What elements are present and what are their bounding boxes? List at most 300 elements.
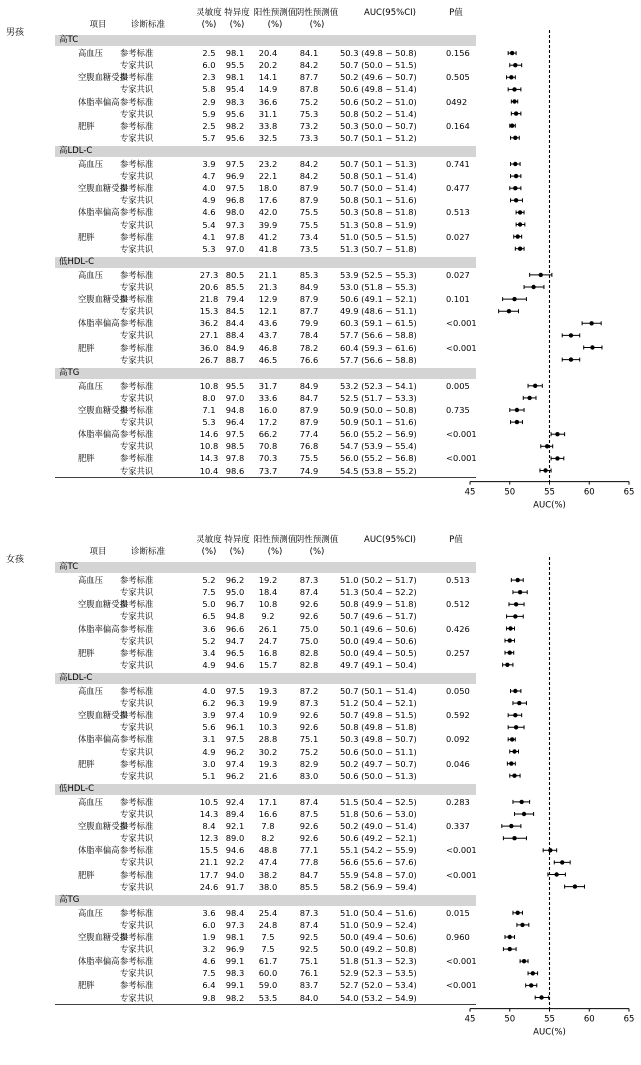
condition-label: 肥胖 [78, 231, 95, 242]
spec-value: 97.0 [225, 243, 245, 254]
ppv-value: 39.9 [258, 219, 278, 230]
spec-value: 95.6 [225, 132, 245, 143]
npv-value: 84.1 [299, 48, 319, 59]
p-value: 0.960 [446, 932, 470, 942]
standard-label: 专家共识 [120, 282, 154, 292]
spec-value: 94.6 [225, 845, 245, 856]
standard-label: 专家共识 [120, 833, 154, 844]
npv-value: 75.1 [299, 734, 319, 745]
condition-label: 体脂率偏高 [78, 623, 120, 634]
condition-label: 体脂率偏高 [78, 96, 120, 107]
sens-value: 21.8 [199, 294, 219, 305]
npv-value: 78.4 [299, 330, 319, 341]
npv-value: 82.9 [299, 758, 319, 769]
auc-value: 50.8 (50.1 ~ 51.6) [340, 195, 417, 206]
auc-point [539, 995, 543, 999]
npv-value: 79.9 [299, 318, 319, 329]
sens-value: 5.3 [202, 243, 216, 254]
ppv-value: 46.5 [258, 354, 278, 365]
ppv-value: 30.2 [258, 746, 278, 757]
sens-value: 15.5 [199, 845, 219, 856]
condition-label: 空腹血糖受损 [78, 405, 128, 415]
group-header-row [55, 368, 476, 379]
p-value: 0.092 [446, 734, 470, 745]
spec-value: 97.0 [225, 392, 245, 403]
p-value: 0.426 [446, 623, 470, 634]
ppv-value: 23.2 [258, 159, 278, 169]
auc-point [539, 273, 543, 277]
auc-point [555, 432, 559, 436]
standard-label: 参考标准 [120, 956, 154, 967]
condition-label: 肥胖 [78, 758, 95, 769]
ppv-value: 61.7 [258, 956, 278, 967]
condition-label: 空腹血糖受损 [78, 599, 128, 610]
ppv-value: 38.0 [258, 881, 278, 892]
spec-value: 97.5 [225, 159, 245, 169]
sens-value: 12.3 [199, 833, 219, 844]
x-tick-label: 65 [623, 1014, 635, 1025]
npv-value: 75.2 [299, 96, 319, 107]
npv-value: 87.5 [299, 809, 319, 819]
ppv-value: 66.2 [258, 429, 278, 440]
npv-value: 73.3 [299, 132, 319, 143]
girls-forest-panel [0, 527, 641, 1065]
condition-label: 体脂率偏高 [78, 207, 120, 218]
standard-label: 参考标准 [120, 120, 154, 131]
auc-value: 57.7 (56.6 ~ 58.8) [340, 330, 417, 341]
sens-value: 3.1 [202, 734, 216, 745]
auc-value: 50.6 (50.0 ~ 51.3) [340, 770, 417, 781]
condition-label: 肥胖 [78, 453, 95, 464]
sens-value: 9.8 [202, 992, 216, 1003]
condition-label: 空腹血糖受损 [78, 183, 128, 194]
spec-value: 98.1 [225, 48, 245, 59]
spec-value: 98.0 [225, 207, 245, 218]
auc-point [512, 99, 516, 103]
sens-value: 5.3 [202, 417, 216, 428]
p-value: 0.513 [446, 575, 470, 586]
sens-value: 5.8 [202, 84, 216, 95]
auc-value: 56.0 (55.2 ~ 56.9) [340, 429, 417, 440]
ppv-value: 21.3 [258, 282, 278, 292]
sens-value: 2.3 [202, 72, 216, 83]
p-value: 0.512 [446, 599, 470, 610]
npv-value: 92.5 [299, 932, 319, 942]
auc-value: 51.0 (50.9 ~ 52.4) [340, 919, 417, 930]
spec-value: 94.7 [225, 635, 245, 646]
header-specificity: 特异度 [224, 535, 250, 545]
spec-value: 95.0 [225, 587, 245, 598]
auc-point [508, 947, 512, 951]
spec-value: 91.7 [225, 881, 245, 892]
npv-value: 87.3 [299, 698, 319, 709]
auc-value: 50.2 (49.6 ~ 50.7) [340, 72, 417, 83]
header-sensitivity-unit: (%) [201, 547, 217, 557]
p-value: 0.027 [446, 231, 470, 242]
ppv-value: 32.5 [258, 132, 278, 143]
auc-value: 55.9 (54.8 ~ 57.0) [340, 869, 417, 880]
spec-value: 98.6 [225, 465, 245, 476]
standard-label: 专家共识 [120, 195, 154, 206]
spec-value: 96.9 [225, 944, 245, 955]
auc-point [514, 174, 518, 178]
ppv-value: 15.7 [258, 659, 278, 670]
standard-label: 专家共识 [120, 330, 154, 341]
p-value: 0.015 [446, 907, 470, 918]
auc-point [548, 848, 552, 852]
auc-value: 50.7 (50.1 ~ 51.4) [340, 686, 417, 696]
spec-value: 94.8 [225, 611, 245, 622]
condition-label: 高血压 [78, 796, 103, 807]
auc-point [512, 87, 516, 91]
auc-value: 50.7 (50.0 ~ 51.4) [340, 183, 417, 194]
sens-value: 10.8 [199, 380, 219, 391]
spec-value: 95.5 [225, 60, 245, 71]
spec-value: 88.7 [225, 354, 245, 365]
npv-value: 75.0 [299, 635, 319, 646]
auc-point [522, 959, 526, 963]
standard-label: 专家共识 [120, 84, 154, 95]
sens-value: 5.6 [202, 722, 216, 733]
p-value: 0.156 [446, 48, 470, 59]
ppv-value: 19.9 [258, 698, 278, 709]
spec-value: 97.4 [225, 758, 245, 769]
auc-point [512, 297, 516, 301]
auc-point [516, 234, 520, 238]
standard-label: 参考标准 [120, 318, 154, 329]
sens-value: 36.0 [199, 342, 219, 353]
sens-value: 10.4 [199, 465, 219, 476]
npv-value: 87.9 [299, 294, 319, 305]
condition-label: 空腹血糖受损 [78, 294, 128, 305]
npv-value: 87.7 [299, 306, 319, 317]
p-value: <0.001 [446, 845, 477, 856]
npv-value: 92.5 [299, 944, 319, 955]
spec-value: 85.5 [225, 282, 245, 292]
spec-value: 94.6 [225, 659, 245, 670]
standard-label: 参考标准 [120, 599, 154, 610]
auc-value: 50.0 (49.2 ~ 50.8) [340, 944, 417, 955]
npv-value: 87.4 [299, 796, 319, 807]
spec-value: 84.4 [225, 318, 245, 329]
ppv-value: 46.8 [258, 342, 278, 353]
auc-point [509, 75, 513, 79]
header-item: 项目 [89, 547, 107, 557]
standard-label: 专家共识 [120, 392, 154, 403]
npv-value: 75.5 [299, 453, 319, 464]
auc-value: 50.8 (49.9 ~ 51.8) [340, 599, 417, 610]
ppv-value: 33.8 [258, 120, 278, 131]
auc-point [513, 689, 517, 693]
header-sensitivity-unit: (%) [201, 20, 217, 30]
header-item: 项目 [89, 20, 107, 30]
auc-point [513, 162, 517, 166]
standard-label: 专家共识 [120, 108, 154, 119]
x-axis-label: AUC(%) [533, 1027, 566, 1038]
npv-value: 87.7 [299, 72, 319, 83]
standard-label: 专家共识 [120, 722, 154, 733]
auc-point [519, 800, 523, 804]
group-header-row [55, 673, 476, 684]
group-header-row [55, 784, 476, 795]
sens-value: 5.0 [202, 599, 216, 610]
group-name: 高TG [59, 894, 80, 905]
spec-value: 98.2 [225, 992, 245, 1003]
sens-value: 14.3 [199, 809, 219, 819]
auc-point [513, 713, 517, 717]
condition-label: 高血压 [78, 907, 103, 918]
p-value: 0.101 [446, 294, 470, 305]
auc-point [554, 872, 558, 876]
ppv-value: 38.2 [258, 869, 278, 880]
ppv-value: 21.6 [258, 770, 278, 781]
gender-label: 男孩 [6, 28, 25, 38]
x-tick-label: 45 [464, 487, 476, 498]
header-specificity-unit: (%) [229, 547, 245, 557]
standard-label: 专家共识 [120, 659, 154, 670]
sens-value: 5.7 [202, 132, 216, 143]
header-standard: 诊断标准 [130, 547, 165, 557]
npv-value: 92.6 [299, 611, 319, 622]
auc-point [531, 971, 535, 975]
auc-value: 56.6 (55.6 ~ 57.6) [340, 857, 417, 868]
p-value: 0.505 [446, 72, 470, 83]
npv-value: 84.2 [299, 60, 319, 71]
spec-value: 97.3 [225, 919, 245, 930]
header-p: P值 [449, 8, 463, 18]
auc-point [518, 210, 522, 214]
spec-value: 96.7 [225, 599, 245, 610]
x-tick-label: 50 [504, 1014, 516, 1025]
sens-value: 6.0 [202, 919, 216, 930]
header-npv: 阴性预测值 [295, 535, 339, 545]
x-tick-label: 55 [544, 487, 555, 498]
sens-value: 17.7 [199, 869, 219, 880]
npv-value: 87.2 [299, 686, 319, 696]
auc-point [555, 456, 559, 460]
condition-label: 高血压 [78, 686, 103, 696]
auc-point [512, 749, 516, 753]
group-name: 高TC [59, 35, 79, 45]
ppv-value: 7.8 [261, 821, 275, 832]
ppv-value: 31.7 [258, 380, 278, 391]
spec-value: 98.3 [225, 968, 245, 979]
sens-value: 3.9 [202, 710, 216, 721]
auc-value: 52.7 (52.0 ~ 53.4) [340, 980, 417, 991]
condition-label: 高血压 [78, 269, 103, 280]
ppv-value: 17.2 [258, 417, 278, 428]
p-value: 0492 [446, 96, 468, 107]
sens-value: 24.6 [199, 881, 219, 892]
npv-value: 85.3 [299, 269, 319, 280]
ppv-value: 26.1 [258, 623, 278, 634]
standard-label: 参考标准 [120, 96, 154, 107]
auc-value: 50.6 (50.2 ~ 51.0) [340, 96, 417, 107]
auc-point [569, 333, 573, 337]
spec-value: 96.2 [225, 575, 245, 586]
x-tick-label: 65 [623, 487, 635, 498]
header-ppv-unit: (%) [267, 547, 283, 557]
x-tick-label: 45 [464, 1014, 476, 1025]
header-specificity: 特异度 [224, 8, 250, 18]
npv-value: 77.8 [299, 857, 319, 868]
npv-value: 92.6 [299, 833, 319, 844]
sens-value: 4.9 [202, 746, 216, 757]
auc-value: 51.0 (50.4 ~ 51.6) [340, 907, 417, 918]
auc-point [531, 285, 535, 289]
auc-point [518, 590, 522, 594]
group-name: 高LDL-C [59, 145, 93, 156]
standard-label: 参考标准 [120, 405, 154, 415]
npv-value: 84.7 [299, 869, 319, 880]
x-tick-label: 60 [583, 1014, 595, 1025]
standard-label: 专家共识 [120, 132, 154, 143]
ppv-value: 14.1 [258, 72, 278, 83]
auc-point [515, 408, 519, 412]
condition-label: 肥胖 [78, 647, 95, 658]
spec-value: 92.2 [225, 857, 245, 868]
auc-value: 50.3 (50.0 ~ 50.7) [340, 120, 417, 131]
spec-value: 96.4 [225, 417, 245, 428]
ppv-value: 7.5 [261, 944, 275, 955]
npv-value: 77.4 [299, 429, 319, 440]
ppv-value: 25.4 [258, 907, 278, 918]
sens-value: 7.5 [202, 968, 216, 979]
ppv-value: 43.7 [258, 330, 278, 341]
npv-value: 87.3 [299, 575, 319, 586]
standard-label: 参考标准 [120, 758, 154, 769]
auc-point [543, 468, 547, 472]
spec-value: 99.1 [225, 980, 245, 991]
condition-label: 肥胖 [78, 980, 95, 991]
spec-value: 96.6 [225, 623, 245, 634]
spec-value: 97.5 [225, 429, 245, 440]
group-header-row [55, 35, 476, 46]
auc-value: 51.3 (50.4 ~ 52.2) [340, 587, 417, 598]
sens-value: 20.6 [199, 282, 219, 292]
standard-label: 参考标准 [120, 980, 154, 991]
spec-value: 97.8 [225, 453, 245, 464]
sens-value: 5.2 [202, 575, 216, 586]
condition-label: 体脂率偏高 [78, 956, 120, 967]
spec-value: 96.2 [225, 770, 245, 781]
group-name: 高LDL-C [59, 672, 93, 683]
p-value: <0.001 [446, 453, 477, 464]
auc-point [522, 812, 526, 816]
standard-label: 参考标准 [120, 734, 154, 745]
spec-value: 99.1 [225, 956, 245, 967]
auc-value: 50.7 (50.1 ~ 51.2) [340, 132, 417, 143]
spec-value: 98.4 [225, 907, 245, 918]
npv-value: 75.5 [299, 207, 319, 218]
x-tick-label: 60 [583, 487, 595, 498]
auc-point [512, 774, 516, 778]
npv-value: 92.6 [299, 599, 319, 610]
npv-value: 87.8 [299, 84, 319, 95]
auc-point [520, 923, 524, 927]
standard-label: 参考标准 [120, 72, 154, 83]
npv-value: 84.2 [299, 171, 319, 182]
auc-value: 50.3 (49.8 ~ 50.7) [340, 734, 417, 745]
auc-point [513, 186, 517, 190]
standard-label: 参考标准 [120, 575, 154, 586]
auc-point [508, 935, 512, 939]
auc-value: 49.7 (49.1 ~ 50.4) [340, 659, 417, 670]
group-name: 高TC [59, 562, 79, 572]
ppv-value: 16.6 [258, 809, 278, 819]
sens-value: 2.5 [202, 120, 216, 131]
ppv-value: 18.4 [258, 587, 278, 598]
npv-value: 78.2 [299, 342, 319, 353]
auc-value: 49.9 (48.6 ~ 51.1) [340, 306, 417, 317]
npv-value: 92.6 [299, 722, 319, 733]
x-tick-label: 55 [544, 1014, 555, 1025]
sens-value: 5.9 [202, 108, 216, 119]
standard-label: 参考标准 [120, 207, 154, 218]
standard-label: 参考标准 [120, 231, 154, 242]
auc-value: 50.8 (49.8 ~ 51.8) [340, 722, 417, 733]
auc-point [527, 396, 531, 400]
ppv-value: 70.8 [258, 441, 278, 452]
npv-value: 84.9 [299, 380, 319, 391]
npv-value: 76.8 [299, 441, 319, 452]
npv-value: 82.8 [299, 659, 319, 670]
ppv-value: 48.8 [258, 845, 278, 856]
header-npv-unit: (%) [309, 547, 325, 557]
auc-value: 50.2 (49.7 ~ 50.7) [340, 758, 417, 769]
ppv-value: 22.1 [258, 171, 278, 182]
header-sensitivity: 灵敏度 [196, 535, 222, 545]
ppv-value: 41.2 [258, 231, 278, 242]
standard-label: 专家共识 [120, 944, 154, 955]
standard-label: 专家共识 [120, 587, 154, 598]
spec-value: 96.9 [225, 171, 245, 182]
auc-value: 51.2 (50.4 ~ 52.1) [340, 698, 417, 709]
auc-value: 57.7 (56.6 ~ 58.8) [340, 354, 417, 365]
auc-value: 51.3 (50.8 ~ 51.9) [340, 219, 417, 230]
auc-point [509, 824, 513, 828]
auc-value: 51.0 (50.5 ~ 51.5) [340, 231, 417, 242]
sens-value: 3.9 [202, 159, 216, 169]
x-axis-label: AUC(%) [533, 500, 566, 511]
npv-value: 84.7 [299, 392, 319, 403]
auc-value: 51.8 (51.3 ~ 52.3) [340, 956, 417, 967]
standard-label: 参考标准 [120, 821, 154, 832]
auc-point [533, 384, 537, 388]
auc-value: 52.5 (51.7 ~ 53.3) [340, 392, 417, 403]
spec-value: 92.4 [225, 796, 245, 807]
sens-value: 3.2 [202, 944, 216, 955]
auc-value: 50.9 (50.0 ~ 50.8) [340, 405, 417, 415]
auc-point [560, 860, 564, 864]
ppv-value: 20.2 [258, 60, 278, 71]
npv-value: 83.7 [299, 980, 319, 991]
header-sensitivity: 灵敏度 [196, 8, 222, 18]
ppv-value: 10.3 [258, 722, 278, 733]
ppv-value: 18.0 [258, 183, 278, 194]
standard-label: 专家共识 [120, 243, 154, 254]
header-npv-unit: (%) [309, 20, 325, 30]
auc-value: 50.0 (49.4 ~ 50.5) [340, 647, 417, 658]
sens-value: 5.4 [202, 219, 216, 230]
standard-label: 参考标准 [120, 647, 154, 658]
auc-point [509, 761, 513, 765]
spec-value: 96.8 [225, 195, 245, 206]
spec-value: 96.5 [225, 647, 245, 658]
sens-value: 6.4 [202, 980, 216, 991]
spec-value: 89.4 [225, 809, 245, 819]
ppv-value: 28.8 [258, 734, 278, 745]
